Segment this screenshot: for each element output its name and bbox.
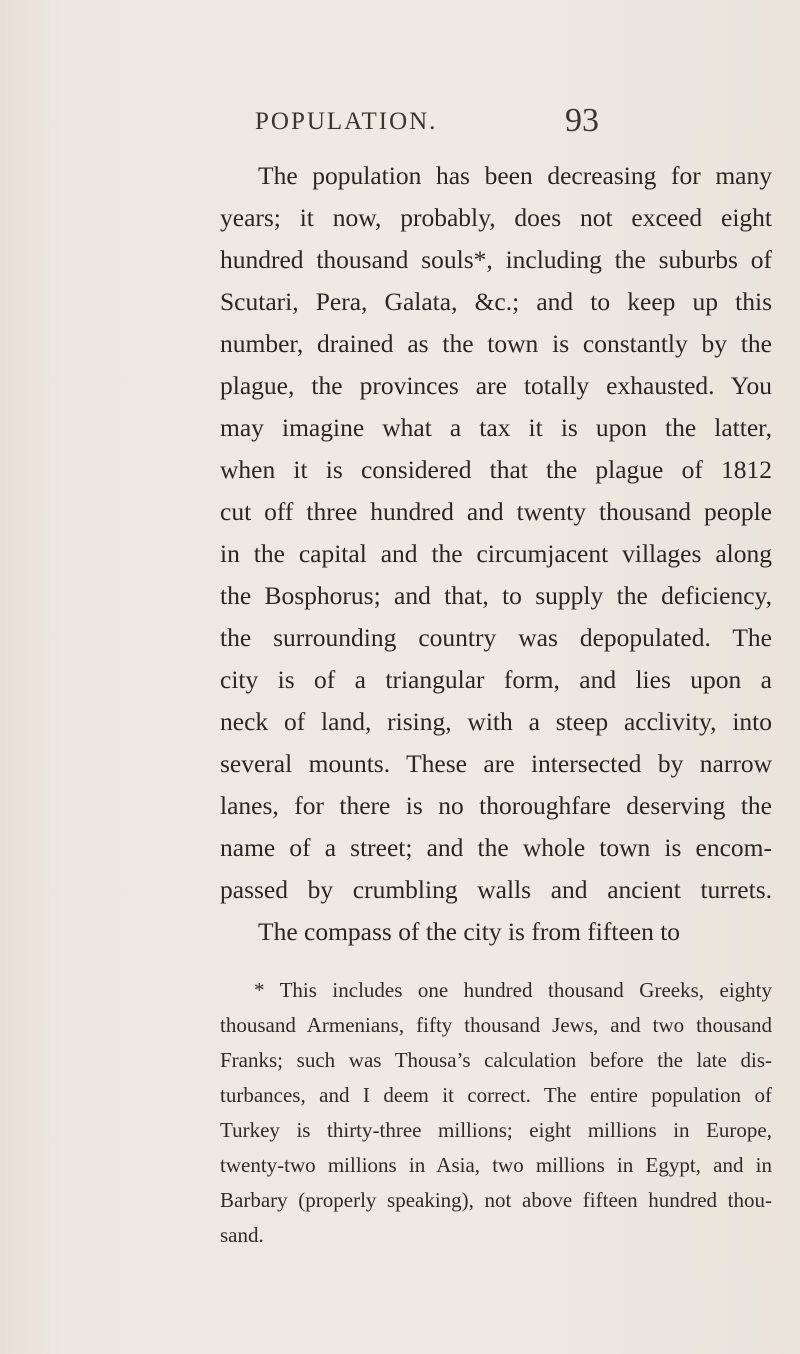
footnote-line: Turkey is thirty-three millions; eight millions in Europe,	[220, 1118, 772, 1142]
paragraph-line: cut off three hundred and twenty thousand people	[220, 497, 772, 526]
paragraph-line: in the capital and the circumjacent villages along	[220, 539, 772, 568]
running-title: POPULATION.	[255, 108, 438, 135]
paragraph-line: hundred thousand souls*, including the suburbs of	[220, 245, 772, 274]
running-head	[0, 102, 800, 142]
paragraph-line: The population has been decreasing for many	[258, 161, 772, 190]
paragraph-line: city is of a triangular form, and lies upon a	[220, 665, 772, 694]
paragraph-line: lanes, for there is no thoroughfare deserving the	[220, 791, 772, 820]
footnote-line: sand.	[220, 1223, 264, 1247]
paragraph-line: number, drained as the town is constantly by the	[220, 329, 772, 358]
paragraph-line: several mounts. These are intersected by narrow	[220, 749, 772, 778]
footnote-line: * This includes one hundred thousand Greeks, eighty	[254, 978, 772, 1002]
paragraph-line: passed by crumbling walls and ancient turrets.	[220, 875, 772, 904]
footnote-line: Barbary (properly speaking), not above fifteen hundred thou-	[220, 1188, 772, 1212]
paragraph-line: Scutari, Pera, Galata, &c.; and to keep up this	[220, 287, 772, 316]
paragraph-line: neck of land, rising, with a steep acclivity, into	[220, 707, 772, 736]
footnote-line: twenty-two millions in Asia, two millions in Egypt, and in	[220, 1153, 772, 1177]
paragraph-line: plague, the provinces are totally exhausted. You	[220, 371, 772, 400]
paragraph-line: The compass of the city is from fifteen to	[258, 917, 681, 946]
footnote-line: turbances, and I deem it correct. The entire population of	[220, 1083, 772, 1107]
footnote-line: Franks; such was Thousa’s calculation before the late dis-	[220, 1048, 772, 1072]
paragraph-line: the Bosphorus; and that, to supply the deficiency,	[220, 581, 772, 610]
paragraph-line: when it is considered that the plague of 1812	[220, 455, 772, 484]
paragraph-line: name of a street; and the whole town is encom-	[220, 833, 772, 862]
page-number: 93	[565, 102, 599, 139]
paragraph-line: years; it now, probably, does not exceed eight	[220, 203, 772, 232]
paragraph-line: may imagine what a tax it is upon the latter,	[220, 413, 772, 442]
footnote-line: thousand Armenians, fifty thousand Jews, and two thousand	[220, 1013, 772, 1037]
paragraph-line: the surrounding country was depopulated. The	[220, 623, 772, 652]
